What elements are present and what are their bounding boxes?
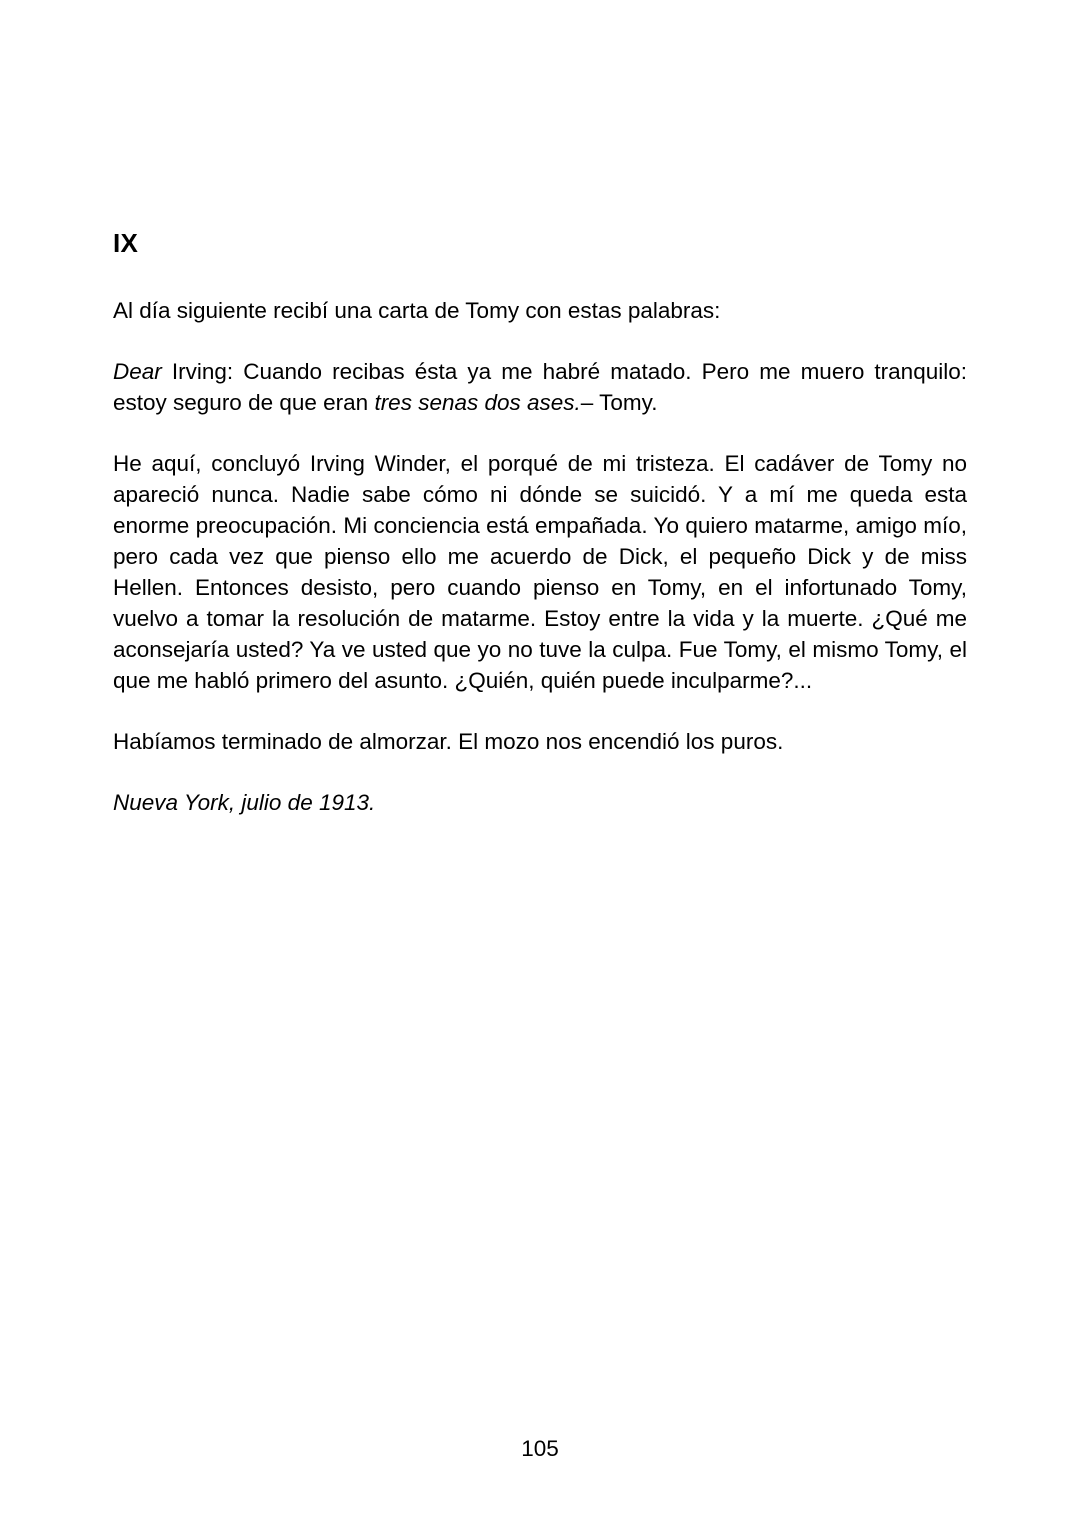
letter-signature: – Tomy. — [580, 390, 658, 415]
letter-body-part1: Irving: Cuando recibas ésta ya me habré matado. Pero me muero tranquilo: estoy seguro de que eran — [113, 359, 967, 415]
page-content — [113, 228, 967, 818]
letter-salutation: Dear — [113, 359, 162, 384]
paragraph-letter — [113, 356, 967, 418]
paragraph-closing: Habíamos terminado de almorzar. El mozo nos encendió los puros. — [113, 729, 784, 754]
letter-key-phrase: tres senas dos ases. — [374, 390, 581, 415]
chapter-heading: IX — [113, 228, 139, 258]
paragraph-dateline: Nueva York, julio de 1913. — [113, 790, 376, 815]
paragraph-main: He aquí, concluyó Irving Winder, el porqué de mi tristeza. El cadáver de Tomy no apareció nunca. Nadie sabe cómo ni dónde se suicidó. Y a mí me queda esta enorme preocupación. Mi conciencia está empañada. Yo quiero matarme, amigo mío, pero cada vez que pienso ello me acuerdo de Dick, el pequeño Dick y de miss Hellen. Entonces desisto, pero cuando pienso en Tomy, en el infortunado Tomy, vuelvo a tomar la resolución de matarme. Estoy entre la vida y la muerte. ¿Qué me aconsejaría usted? Ya ve usted que yo no tuve la culpa. Fue Tomy, el mismo Tomy, el que me habló primero del asunto. ¿Quién, quién puede inculparme?... — [113, 451, 967, 693]
page-number: 105 — [521, 1436, 559, 1461]
paragraph-intro: Al día siguiente recibí una carta de Tomy con estas palabras: — [113, 298, 721, 323]
